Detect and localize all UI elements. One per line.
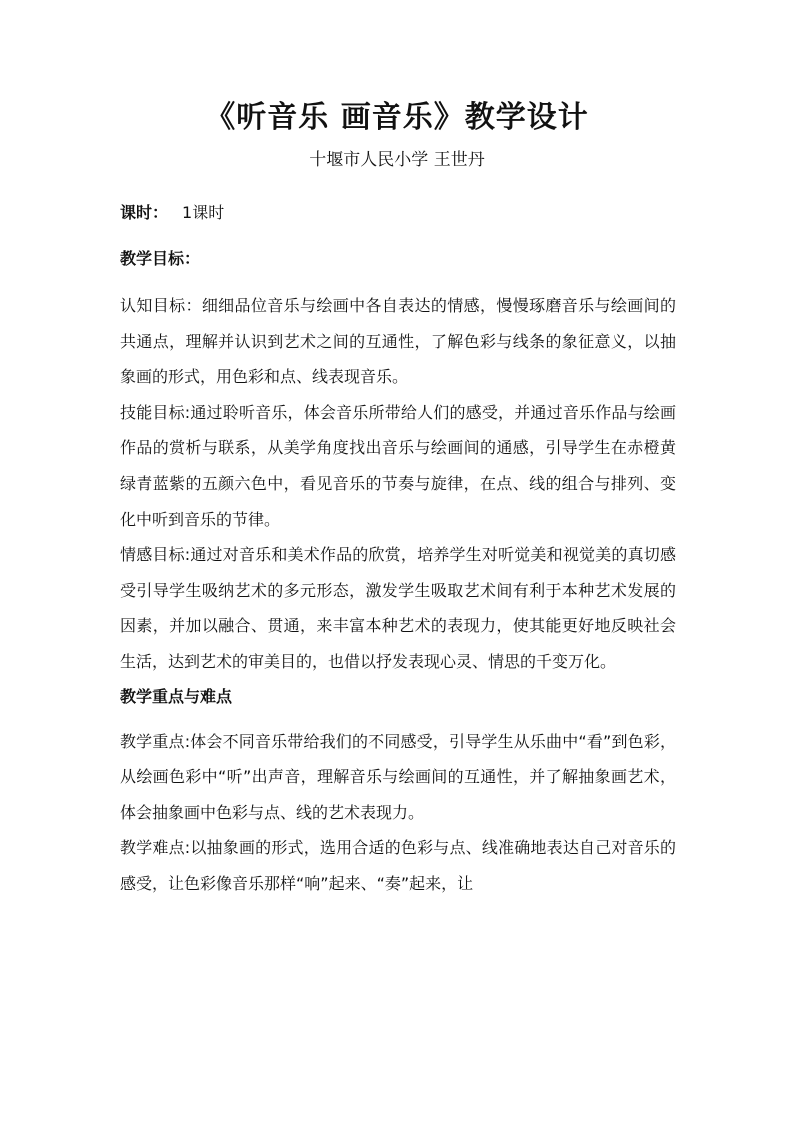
cognitive-goal-paragraph: 认知目标：细细品位音乐与绘画中各自表达的情感，慢慢琢磨音乐与绘画间的共通点，理解并认识到艺术之间的互通性，了解色彩与线条的象征意义，以抽象画的形式，用色彩和点、线表现音乐。 [120,296,676,387]
skill-goal-paragraph: 技能目标:通过聆听音乐，体会音乐所带给人们的感受，并通过音乐作品与绘画作品的赏析与联系，从美学角度找出音乐与绘画间的通感，引导学生在赤橙黄绿青蓝紫的五颜六色中，看见音乐的节奏与旋律，在点、线的组合与排列、变化中听到音乐的节律。 [120,402,676,529]
key-point-paragraph: 教学重点:体会不同音乐带给我们的不同感受，引导学生从乐曲中“看”到色彩，从绘画色彩中“听”出声音，理解音乐与绘画间的互通性，并了解抽象画艺术，体会抽象画中色彩与点、线的艺术表现力。 [120,731,676,822]
lesson-hours-row [120,196,676,230]
goals-heading: 教学目标： [120,249,201,268]
document-body [120,196,676,902]
lesson-hours-label: 课时： [120,203,169,222]
key-points-heading: 教学重点与难点 [120,686,233,706]
difficulty-paragraph: 教学难点:以抽象画的形式，选用合适的色彩与点、线准确地表达自己对音乐的感受，让色彩像音乐那样“响”起来、“奏”起来，让 [120,838,676,893]
lesson-hours-value: 1课时 [182,203,225,222]
author-line: 十堰市人民小学 王世丹 [309,150,485,170]
emotion-goal-paragraph: 情感目标:通过对音乐和美术作品的欣赏，培养学生对听觉美和视觉美的真切感受引导学生吸纳艺术的多元形态，激发学生吸取艺术间有利于本种艺术发展的因素，并加以融合、贯通，来丰富本种艺术的表现力，使其能更好地反映社会生活，达到艺术的审美目的，也借以抒发表现心灵、情思的千变万化。 [120,545,676,671]
page-title: 《听音乐 画音乐》教学设计 [205,100,589,135]
